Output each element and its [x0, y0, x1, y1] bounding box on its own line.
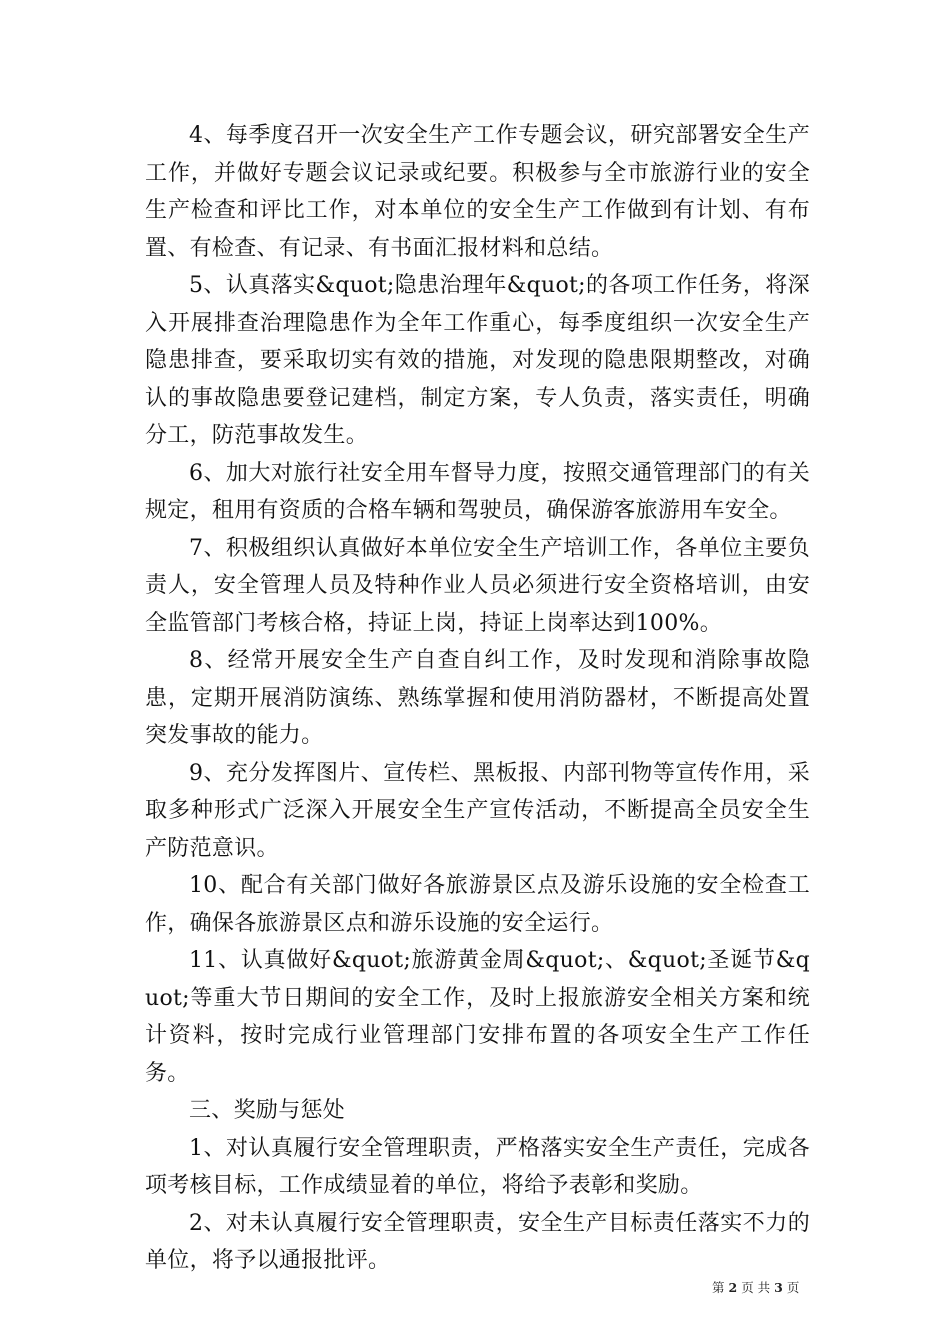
paragraph-item-5: 5、认真落实&quot;隐患治理年&quot;的各项工作任务，将深入开展排查治理隐患作为全年工作重心，每季度组织一次安全生产隐患排查，要采取切实有效的措施，对发现的隐患限期整改，对确认的事故隐患要登记建档，制定方案，专人负责，落实责任，明确分工，防范事故发生。 [145, 273, 810, 448]
paragraph-penalty-2: 2、对未认真履行安全管理职责，安全生产目标责任落实不力的单位，将予以通报批评。 [145, 1210, 810, 1273]
paragraph-reward-1: 1、对认真履行安全管理职责，严格落实安全生产责任，完成各项考核目标，工作成绩显着的单位，将给予表彰和奖励。 [145, 1135, 810, 1198]
page-suffix: 页 [786, 1280, 800, 1295]
page-prefix: 第 [712, 1280, 725, 1295]
page-number-footer [712, 1278, 799, 1296]
document-body [145, 117, 810, 1280]
paragraph-item-10: 10、配合有关部门做好各旅游景区点及游乐设施的安全检查工作，确保各旅游景区点和游乐设施的安全运行。 [145, 873, 810, 936]
paragraph-item-4: 4、每季度召开一次安全生产工作专题会议，研究部署安全生产工作，并做好专题会议记录或纪要。积极参与全市旅游行业的安全生产检查和评比工作，对本单位的安全生产工作做到有计划、有布置、有检查、有记录、有书面汇报材料和总结。 [145, 123, 810, 261]
section-heading-rewards-penalties: 三、奖励与惩处 [189, 1098, 346, 1123]
total-page-number: 3 [774, 1280, 783, 1295]
paragraph-item-6: 6、加大对旅行社安全用车督导力度，按照交通管理部门的有关规定，租用有资质的合格车辆和驾驶员，确保游客旅游用车安全。 [145, 460, 810, 523]
paragraph-item-7: 7、积极组织认真做好本单位安全生产培训工作，各单位主要负责人，安全管理人员及特种作业人员必须进行安全资格培训，由安全监管部门考核合格，持证上岗，持证上岗率达到100%。 [145, 535, 810, 636]
paragraph-item-11: 11、认真做好&quot;旅游黄金周&quot;、&quot;圣诞节&quot;等重大节日期间的安全工作，及时上报旅游安全相关方案和统计资料，按时完成行业管理部门安排布置的各项安全生产工作任务。 [145, 948, 810, 1086]
paragraph-item-9: 9、充分发挥图片、宣传栏、黑板报、内部刊物等宣传作用，采取多种形式广泛深入开展安全生产宣传活动，不断提高全员安全生产防范意识。 [145, 760, 810, 861]
current-page-number: 2 [728, 1280, 738, 1295]
paragraph-item-8: 8、经常开展安全生产自查自纠工作，及时发现和消除事故隐患，定期开展消防演练、熟练掌握和使用消防器材，不断提高处置突发事故的能力。 [145, 648, 810, 748]
page-middle: 页 共 [741, 1280, 771, 1295]
